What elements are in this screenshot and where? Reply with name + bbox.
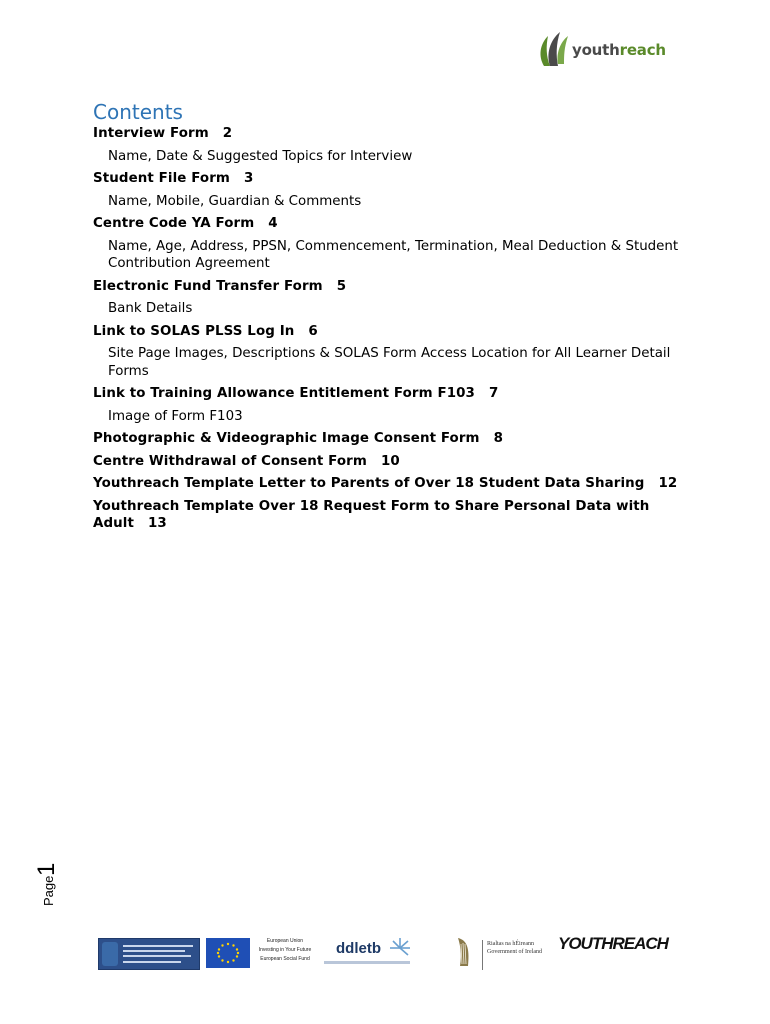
toc-entry-text: Image of Form F103 [108,408,243,424]
page-number: 1 [33,862,60,876]
toc-page-number: 8 [493,431,504,446]
toc-entry-text: Interview Form [93,126,209,141]
toc-entry[interactable] [93,498,693,533]
youthreach-footer-logo: YOUTHREACH [558,934,668,953]
toc-entry-text: Site Page Images, Descriptions & SOLAS Form Access Location for All Learner Detail Forms [108,346,671,379]
gov-english-text: Government of Ireland [487,949,542,955]
toc-subentry[interactable] [93,193,693,211]
eu-text-esf: European Social Fund [260,956,310,962]
ddletb-logo [322,936,412,970]
toc-page-number: 10 [380,453,400,469]
toc-page-number: 13 [147,516,167,531]
toc-entry[interactable] [93,430,693,448]
logo-text-youth: youth [572,41,620,59]
toc-entry-text: Centre Withdrawal of Consent Form [93,453,367,469]
eu-flag-icon [206,938,250,968]
toc-entry-text: Electronic Fund Transfer Form [93,278,323,294]
toc-entries [93,125,693,533]
toc-subentry[interactable] [93,345,693,380]
ddletb-wordmark: ddletb [336,940,381,957]
ddletb-burst-icon [388,936,412,960]
toc-entry-text: Name, Age, Address, PPSN, Commencement, Termination, Meal Deduction & Student Contribution Agreement [108,238,679,271]
footer-logo-strip [96,930,668,974]
toc-entry[interactable] [93,278,693,296]
toc-page-number: 6 [308,323,318,339]
esif-programme-logo [98,938,200,970]
esif-crest-icon [102,942,118,966]
eu-text-union: European Union [266,938,304,944]
page-number-graphic [30,850,70,910]
toc-page-number: 5 [336,278,347,294]
toc-entry-text: Link to Training Allowance Entitlement Form F103 [93,386,475,401]
toc-entry[interactable] [93,475,693,493]
toc-entry[interactable] [93,323,693,341]
toc-entry-text: Bank Details [108,301,193,316]
youthreach-swoosh-icon [534,26,570,70]
toc-page-number: 2 [222,126,233,141]
toc-entry-text: Youthreach Template Over 18 Request Form to Share Personal Data with Adult [93,498,650,531]
toc-entry-text: Link to SOLAS PLSS Log In [93,323,295,339]
toc-entry[interactable] [93,453,693,471]
contents-heading: Contents [93,100,183,124]
logo-text-reach: reach [619,41,666,59]
toc-entry[interactable] [93,215,693,233]
toc-page-number: 7 [488,386,499,401]
toc-page-number: 3 [243,171,254,186]
toc-entry[interactable] [93,125,693,143]
eu-text-investing: Investing in Your Future [258,947,312,953]
toc-page-number: 4 [268,216,278,231]
government-of-ireland-text [482,940,557,970]
toc-subentry[interactable] [93,148,693,166]
eu-esf-text [256,937,314,964]
toc-entry-text: Centre Code YA Form [93,216,255,231]
logo-wordmark [572,41,666,59]
table-of-contents [93,100,693,533]
page-word: Page [41,875,56,906]
page-number-label [30,850,70,910]
toc-entry-text: Student File Form [93,171,230,186]
toc-entry-text: Name, Date & Suggested Topics for Interview [108,148,413,164]
gov-irish-text: Rialtas na hÉireann [487,941,534,947]
harp-icon [452,936,474,970]
toc-entry-text: Name, Mobile, Guardian & Comments [108,193,362,209]
toc-entry-text: Photographic & Videographic Image Consent Form [93,431,480,446]
toc-entry-text: Youthreach Template Letter to Parents of Over 18 Student Data Sharing [93,476,645,491]
toc-entry[interactable] [93,385,693,403]
toc-subentry[interactable] [93,238,693,273]
toc-page-number: 12 [658,476,678,491]
youthreach-logo [534,24,674,72]
toc-subentry[interactable] [93,408,693,426]
toc-entry[interactable] [93,170,693,188]
toc-subentry[interactable] [93,300,693,318]
